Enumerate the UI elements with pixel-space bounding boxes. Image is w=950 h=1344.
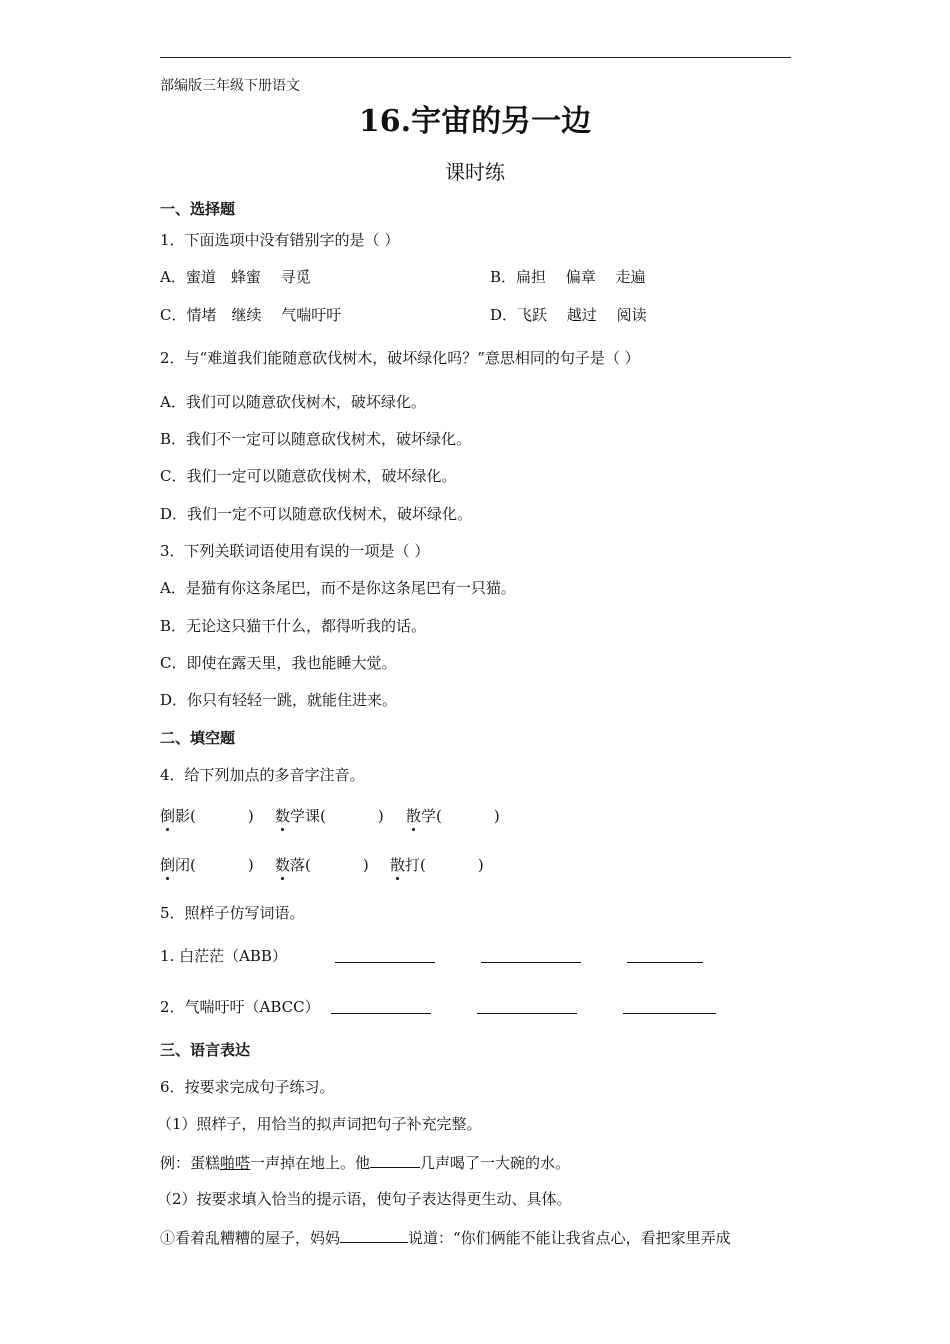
question-1-stem: 1．下面选项中没有错别字的是（ ） (160, 231, 400, 249)
question-6-example (160, 1152, 570, 1173)
section-heading-fill: 二、填空题 (160, 729, 236, 747)
question-2-option-c: C．我们一定可以随意砍伐树术，破坏绿化。 (160, 467, 457, 485)
answer-blank[interactable] (477, 998, 577, 1014)
answer-blank[interactable] (335, 947, 435, 963)
question-1-option-c: C．情堵 继续 气喘吁吁 (160, 306, 342, 324)
question-6-part-1: （1）照样子，用恰当的拟声词把句子补充完整。 (157, 1115, 482, 1133)
question-4-stem: 4．给下列加点的多音字注音。 (160, 766, 365, 784)
question-6-line-1 (160, 1227, 731, 1248)
question-3-option-d: D．你只有轻轻一跳，就能住进来。 (160, 691, 398, 709)
header-rule (160, 57, 791, 58)
pinyin-item-text: 闭( (175, 856, 196, 874)
example-text: 一声掉在地上。他 (250, 1154, 371, 1172)
dotted-char: 数 (275, 856, 291, 874)
page-subtitle: 课时练 (445, 160, 505, 184)
question-5-line-1: 1. 白茫茫（ABB） (160, 947, 287, 965)
pinyin-item (160, 855, 254, 875)
answer-blank[interactable] (331, 998, 431, 1014)
question-1-option-b: B．扁担 偏章 走遍 (490, 268, 646, 286)
answer-blank[interactable] (481, 947, 581, 963)
question-2-option-a: A．我们可以随意砍伐树木，破坏绿化。 (160, 393, 426, 411)
question-6-stem: 6．按要求完成句子练习。 (160, 1078, 335, 1096)
pinyin-close-paren: ) (477, 856, 484, 874)
dotted-char: 数 (275, 807, 291, 825)
dotted-char: 倒 (160, 856, 176, 874)
question-2-stem: 2．与“难道我们能随意砍伐树木，破坏绿化吗？”意思相同的句子是（ ） (160, 349, 640, 367)
dotted-char: 散 (406, 807, 422, 825)
question-2-option-d: D．我们一定不可以随意砍伐树术，破坏绿化。 (160, 505, 473, 523)
section-heading-choice: 一、选择题 (160, 200, 236, 218)
pinyin-item-text: 打( (405, 856, 426, 874)
pinyin-item (275, 855, 369, 875)
question-1-option-d: D．飞跃 越过 阅读 (490, 306, 647, 324)
page-title: 16.宇宙的另一边 (358, 104, 592, 139)
example-text: 几声喝了一大碗的水。 (420, 1154, 571, 1172)
example-text: 例：蛋糕 (160, 1154, 221, 1172)
dotted-char: 散 (390, 856, 406, 874)
pinyin-item (160, 806, 254, 826)
pinyin-item-text: 学课( (290, 807, 326, 825)
pinyin-item-text: 学( (421, 807, 442, 825)
section-heading-expression: 三、语言表达 (160, 1041, 251, 1059)
pinyin-item-text: 落( (290, 856, 311, 874)
pinyin-close-paren: ) (377, 807, 384, 825)
question-5-line-2: 2．气喘吁吁（ABCC） (160, 998, 320, 1016)
answer-blank[interactable] (340, 1227, 408, 1243)
pinyin-item (390, 855, 484, 875)
answer-blank[interactable] (370, 1152, 420, 1168)
question-6-part-2: （2）按要求填入恰当的提示语，使句子表达得更生动、具体。 (157, 1190, 572, 1208)
pinyin-close-paren: ) (247, 856, 254, 874)
pinyin-close-paren: ) (362, 856, 369, 874)
answer-blank[interactable] (623, 998, 716, 1014)
document-header: 部编版三年级下册语文 (160, 78, 300, 94)
question-3-option-b: B．无论这只猫干什么，都得听我的话。 (160, 617, 427, 635)
question-3-stem: 3．下列关联词语使用有误的一项是（ ） (160, 542, 430, 560)
sentence-text: 说道：“你们俩能不能让我省点心，看把家里弄成 (408, 1229, 731, 1247)
pinyin-item (406, 806, 500, 826)
pinyin-close-paren: ) (493, 807, 500, 825)
sentence-text: ①看着乱糟糟的屋子，妈妈 (160, 1229, 341, 1247)
pinyin-item (275, 806, 384, 826)
answer-blank[interactable] (627, 947, 703, 963)
example-onomatopoeia: 啪嗒 (220, 1154, 251, 1172)
dotted-char: 倒 (160, 807, 176, 825)
question-3-option-c: C．即使在露天里，我也能睡大觉。 (160, 654, 397, 672)
question-1-option-a: A．蜜道 蜂蜜 寻觅 (160, 268, 311, 286)
question-3-option-a: A．是猫有你这条尾巴，而不是你这条尾巴有一只猫。 (160, 579, 516, 597)
question-5-stem: 5．照样子仿写词语。 (160, 904, 305, 922)
pinyin-item-text: 影( (175, 807, 196, 825)
pinyin-close-paren: ) (247, 807, 254, 825)
question-2-option-b: B．我们不一定可以随意砍伐树术，破坏绿化。 (160, 430, 472, 448)
